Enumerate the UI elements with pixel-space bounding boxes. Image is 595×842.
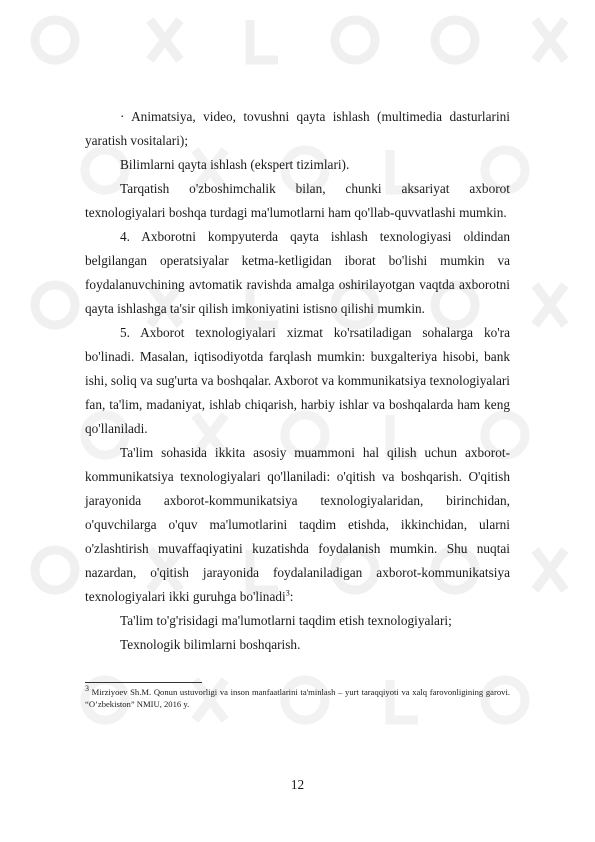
list-item-presentation-technologies: Ta'lim to'g'risidagi ma'lumotlarni taqdim etish texnologiyalari; — [120, 613, 452, 628]
paragraph-processing-technology: 4. Axborotni kompyuterda qayta ishlash texnologiyasi oldindan belgilangan operatsiyalar ketma-ketligidan iborat bo'lishi mumkin va foydalanuvchining avtomatik ravishda amalga oshirilayotgan vaqtda axborotni qayta ishlashga ta'sir qilish imkoniyatini istisno qilishi mumkin. — [85, 229, 510, 316]
document-body — [85, 105, 510, 657]
footnote-text: Mirziyoev Sh.M. Qonun ustuvorligi va inson manfaatlarini ta'minlash – yurt taraqqiyoti va xalq farovonligining garovi. “O’zbekiston” NMIU, 2016 y. — [85, 687, 510, 709]
paragraph-distribution: Tarqatish o'zboshimchalik bilan, chunki aksariyat axborot texnologiyalari boshqa turdagi ma'lumotlarni ham qo'llab-quvvatlashi mumkin. — [85, 181, 510, 220]
footnote-separator — [85, 682, 202, 683]
footnote — [85, 686, 510, 710]
footnote-mark: 3 — [85, 684, 89, 694]
paragraph-expert-systems: Bilimlarni qayta ishlash (ekspert tizimlari). — [120, 157, 350, 172]
paragraph-multimedia: · Animatsiya, video, tovushni qayta ishlash (multimedia dasturlarini yaratish vositalari); — [85, 109, 510, 148]
paragraph-education — [85, 441, 510, 609]
paragraph-service-areas: 5. Axborot texnologiyalari xizmat ko'rsatiladigan sohalarga ko'ra bo'linadi. Masalan, iqtisodiyotda farqlash mumkin: buxgalteriya hisobi, bank ishi, soliq va sug'urta va boshqalar. Axborot va kommunikatsiya texnologiyalari fan, ta'lim, madaniyat, ishlab chiqarish, harbiy ishlar va boshqalarda ham keng qo'llaniladi. — [85, 325, 510, 436]
education-text-end: : — [289, 589, 294, 604]
education-text: Ta'lim sohasida ikkita asosiy muammoni hal qilish uchun axborot-kommunikatsiya texnologiyalari qo'llaniladi: o'qitish va boshqarish. O'qitish jarayonida axborot-kommunikatsiya texnologiyalaridan, birinchidan, o'quvchilarga o'quv ma'lumotlarini taqdim etishda, ikkinchidan, ularni o'zlashtirish muvaffaqiyatini kuzatishda foydalanish mumkin. Shu nuqtai nazardan, o'qitish jarayonida foydalaniladigan axborot-kommunikatsiya texnologiyalari ikki guruhga bo'linadi — [85, 445, 510, 604]
page-number: 12 — [290, 777, 305, 792]
list-item-knowledge-management: Texnologik bilimlarni boshqarish. — [120, 637, 301, 652]
footnote-reference[interactable]: 3 — [285, 588, 290, 598]
